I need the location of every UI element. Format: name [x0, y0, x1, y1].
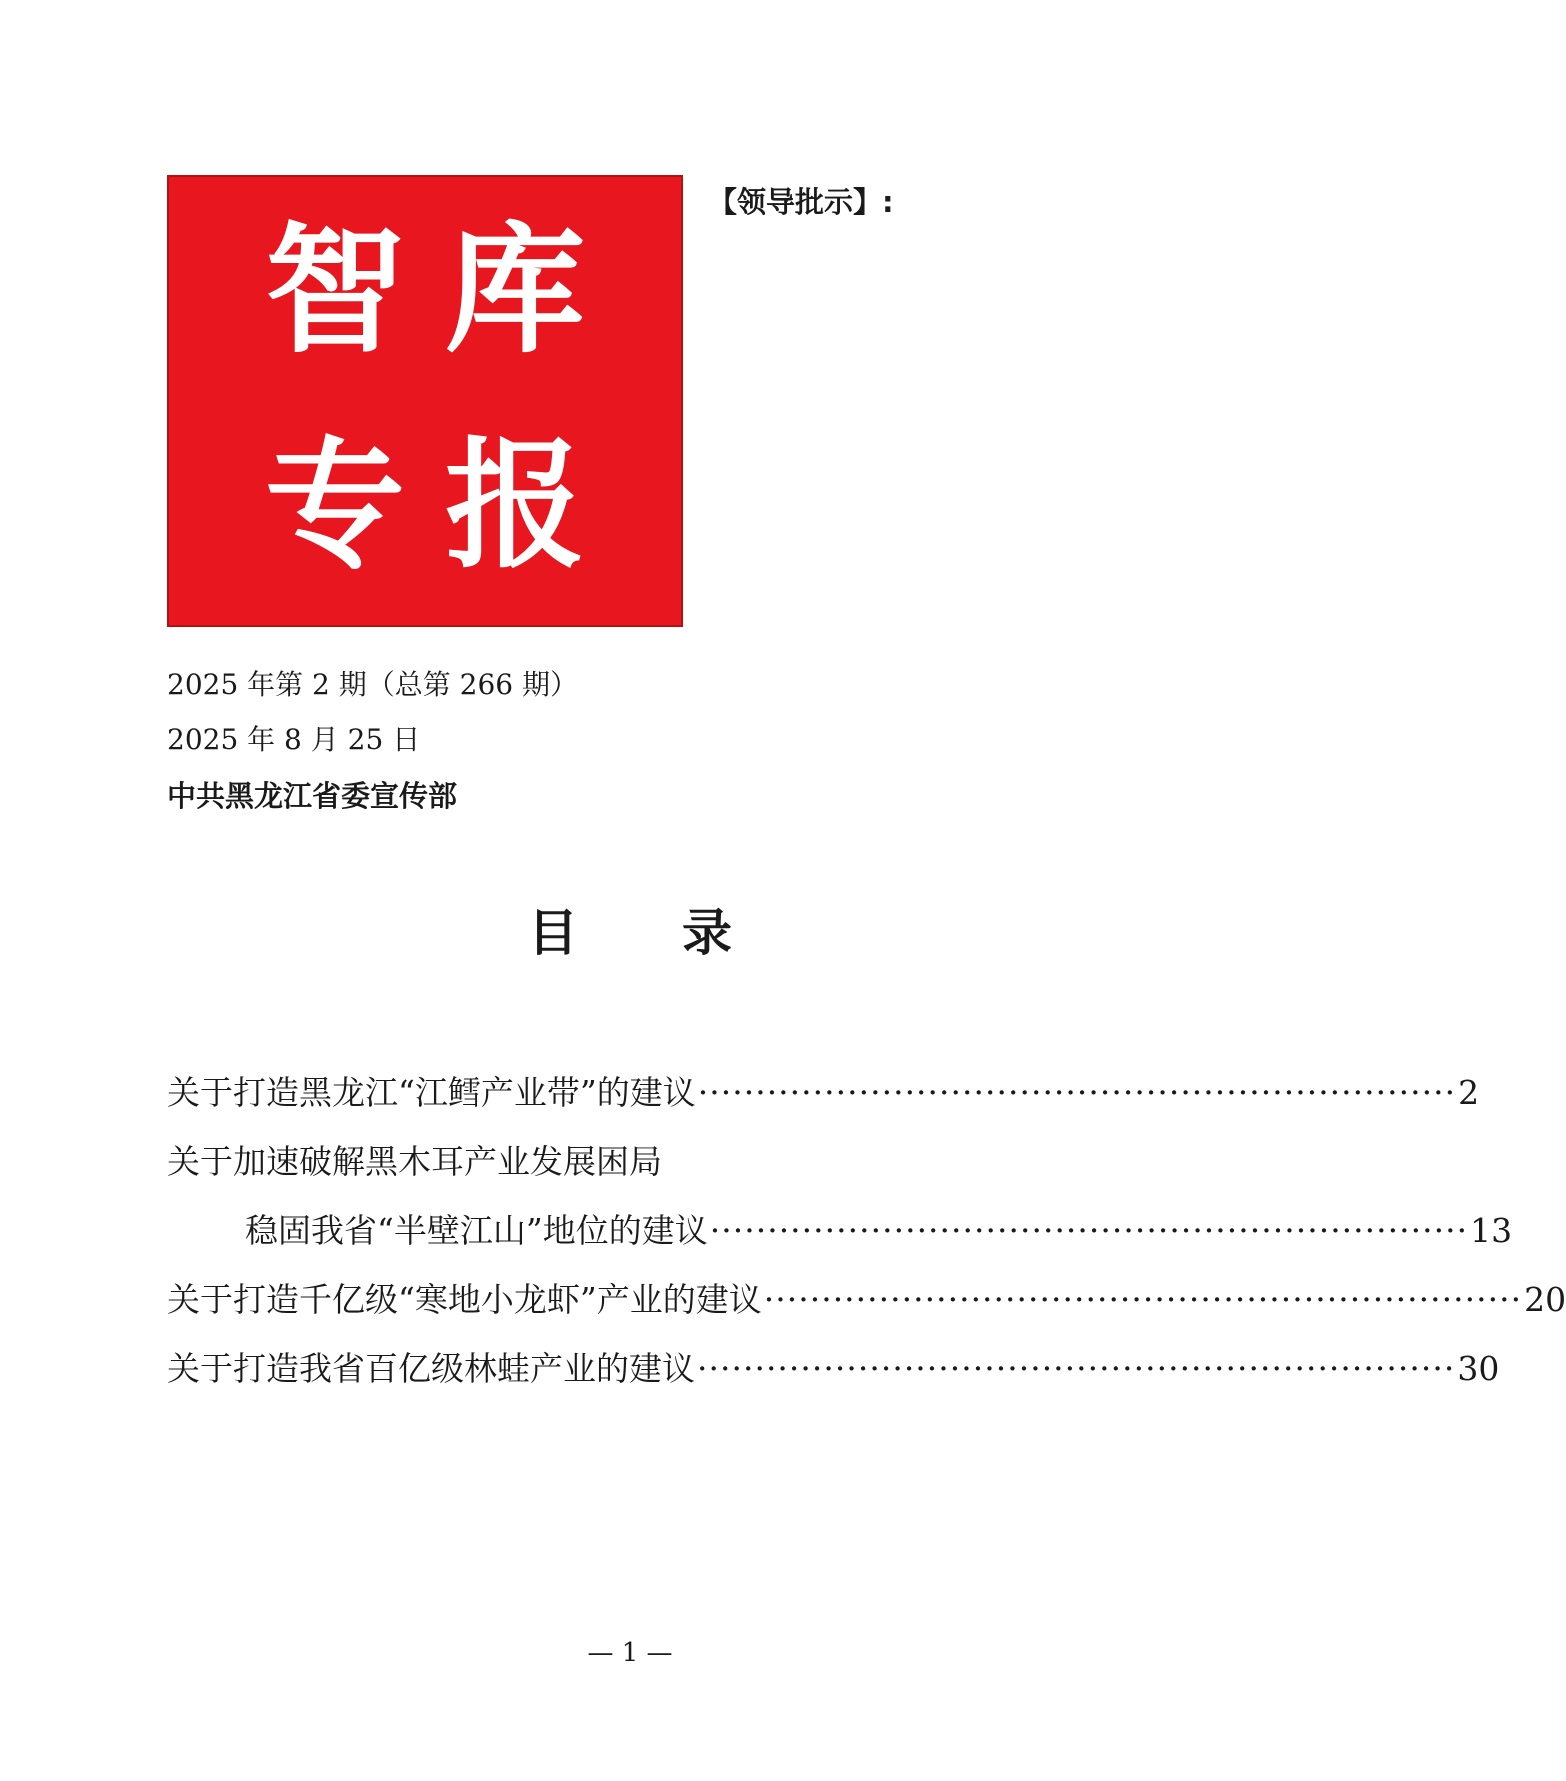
publisher-organization: 中共黑龙江省委宣传部 [167, 779, 458, 813]
masthead-line-2: 专报 [264, 425, 625, 588]
toc-entry-page: 20 [1524, 1280, 1566, 1319]
toc-title: 目录 [528, 904, 836, 962]
toc-dot-leader: ·································································· [697, 1349, 1456, 1388]
toc-entry[interactable] [167, 1349, 1500, 1418]
toc-entry-title: 关于打造我省百亿级林蛙产业的建议 [167, 1349, 695, 1388]
toc-entry-title: 稳固我省“半壁江山”地位的建议 [245, 1211, 708, 1250]
toc-entry-title: 关于打造千亿级“寒地小龙虾”产业的建议 [167, 1280, 762, 1319]
toc-entry[interactable] [167, 1142, 1064, 1211]
toc-entry-continuation[interactable] [167, 1211, 1513, 1280]
toc-entry-title: 关于打造黑龙江“江鳕产业带”的建议 [167, 1073, 696, 1112]
toc-entry[interactable] [167, 1280, 1566, 1349]
page-number: — 1 — [587, 1638, 673, 1668]
toc-entry-page: 2 [1458, 1073, 1480, 1112]
toc-dot-leader: ·································································· [763, 1280, 1523, 1319]
toc-dot-leader: ·································································· [709, 1211, 1469, 1250]
table-of-contents [167, 1073, 1566, 1418]
toc-entry[interactable] [167, 1073, 1480, 1142]
masthead-logo [167, 175, 683, 627]
toc-entry-title: 关于加速破解黑木耳产业发展困局 [167, 1142, 662, 1181]
toc-entry-page: 30 [1457, 1349, 1500, 1388]
masthead-line-1: 智库 [264, 210, 625, 373]
leader-instruction-label: 【领导批示】: [708, 185, 894, 219]
toc-dot-leader: ·································································· [697, 1073, 1457, 1112]
issue-date: 2025 年 8 月 25 日 [167, 723, 421, 756]
toc-entry-page: 13 [1470, 1211, 1513, 1250]
issue-number: 2025 年第 2 期（总第 266 期） [167, 668, 579, 701]
